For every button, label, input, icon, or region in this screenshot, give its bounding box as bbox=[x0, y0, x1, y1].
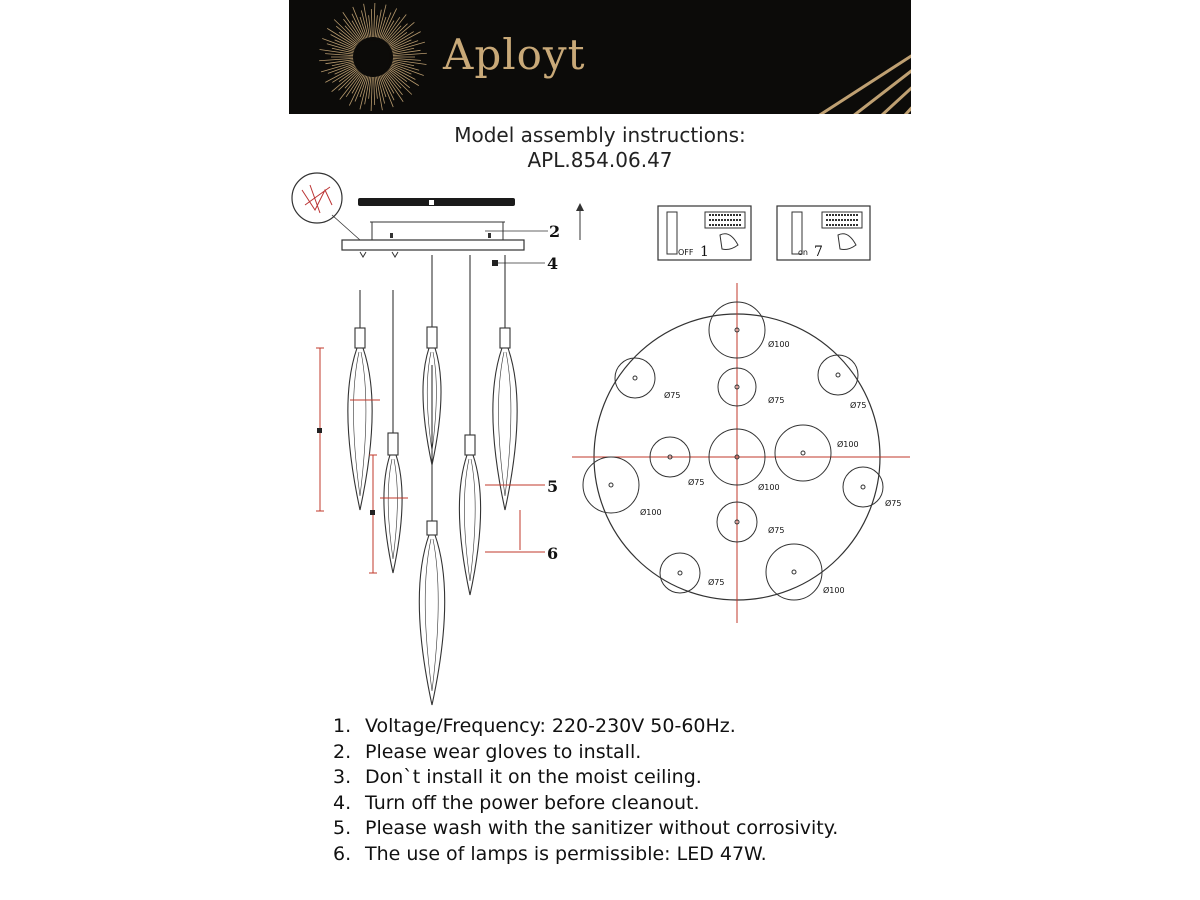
diameter-label: Ø100 bbox=[823, 586, 845, 595]
mount-hole bbox=[775, 425, 831, 481]
sunburst-decoration bbox=[289, 0, 911, 114]
mount-hole bbox=[660, 553, 700, 593]
detail-magnifier bbox=[292, 173, 360, 240]
svg-text:OFF: OFF bbox=[678, 248, 694, 257]
list-item: 1. Voltage/Frequency: 220-230V 50-60Hz. bbox=[333, 715, 736, 737]
diameter-label: Ø100 bbox=[640, 508, 662, 517]
instructions-list bbox=[333, 714, 838, 867]
callout-5: 5 bbox=[547, 477, 559, 496]
mount-hole bbox=[583, 457, 639, 513]
diameter-label: Ø75 bbox=[708, 578, 725, 587]
diameter-label: Ø100 bbox=[768, 340, 790, 349]
diameter-label: Ø75 bbox=[768, 396, 785, 405]
svg-text:on: on bbox=[798, 248, 808, 257]
mount-hole bbox=[766, 544, 822, 600]
list-item: 3. Don`t install it on the moist ceiling. bbox=[333, 766, 702, 788]
callout-6: 6 bbox=[547, 544, 559, 563]
canopy bbox=[342, 240, 524, 250]
diameter-label: Ø75 bbox=[768, 526, 785, 535]
svg-text:1: 1 bbox=[700, 244, 709, 260]
callout-4: 4 bbox=[547, 254, 559, 273]
list-item: 6. The use of lamps is permissible: LED 47W. bbox=[333, 842, 767, 865]
svg-text:7: 7 bbox=[814, 244, 823, 260]
list-item: 4. Turn off the power before cleanout. bbox=[333, 791, 700, 814]
callout-2: 2 bbox=[549, 222, 561, 241]
list-item: 2. Please wear gloves to install. bbox=[333, 740, 642, 763]
diameter-label: Ø75 bbox=[885, 499, 902, 508]
assembly-drawing bbox=[280, 165, 920, 715]
ceiling-bracket bbox=[358, 198, 515, 206]
diameter-label: Ø75 bbox=[850, 401, 867, 410]
diameter-label: Ø75 bbox=[664, 391, 681, 400]
canopy-layout-plan bbox=[572, 283, 910, 623]
page-title: Model assembly instructions: bbox=[454, 123, 746, 147]
mount-hole bbox=[615, 358, 655, 398]
brand-logo: Aployt bbox=[443, 30, 586, 79]
mount-hole bbox=[818, 355, 858, 395]
brand-banner bbox=[289, 0, 911, 114]
list-item: 5. Please wash with the sanitizer without corrosivity. bbox=[333, 817, 839, 839]
diameter-label: Ø100 bbox=[758, 483, 780, 492]
switch-panel-off bbox=[658, 206, 751, 260]
model-number: APL.854.06.47 bbox=[527, 148, 673, 172]
diameter-label: Ø100 bbox=[837, 440, 859, 449]
switch-panel-on bbox=[777, 206, 870, 260]
diameter-label: Ø75 bbox=[688, 478, 705, 487]
